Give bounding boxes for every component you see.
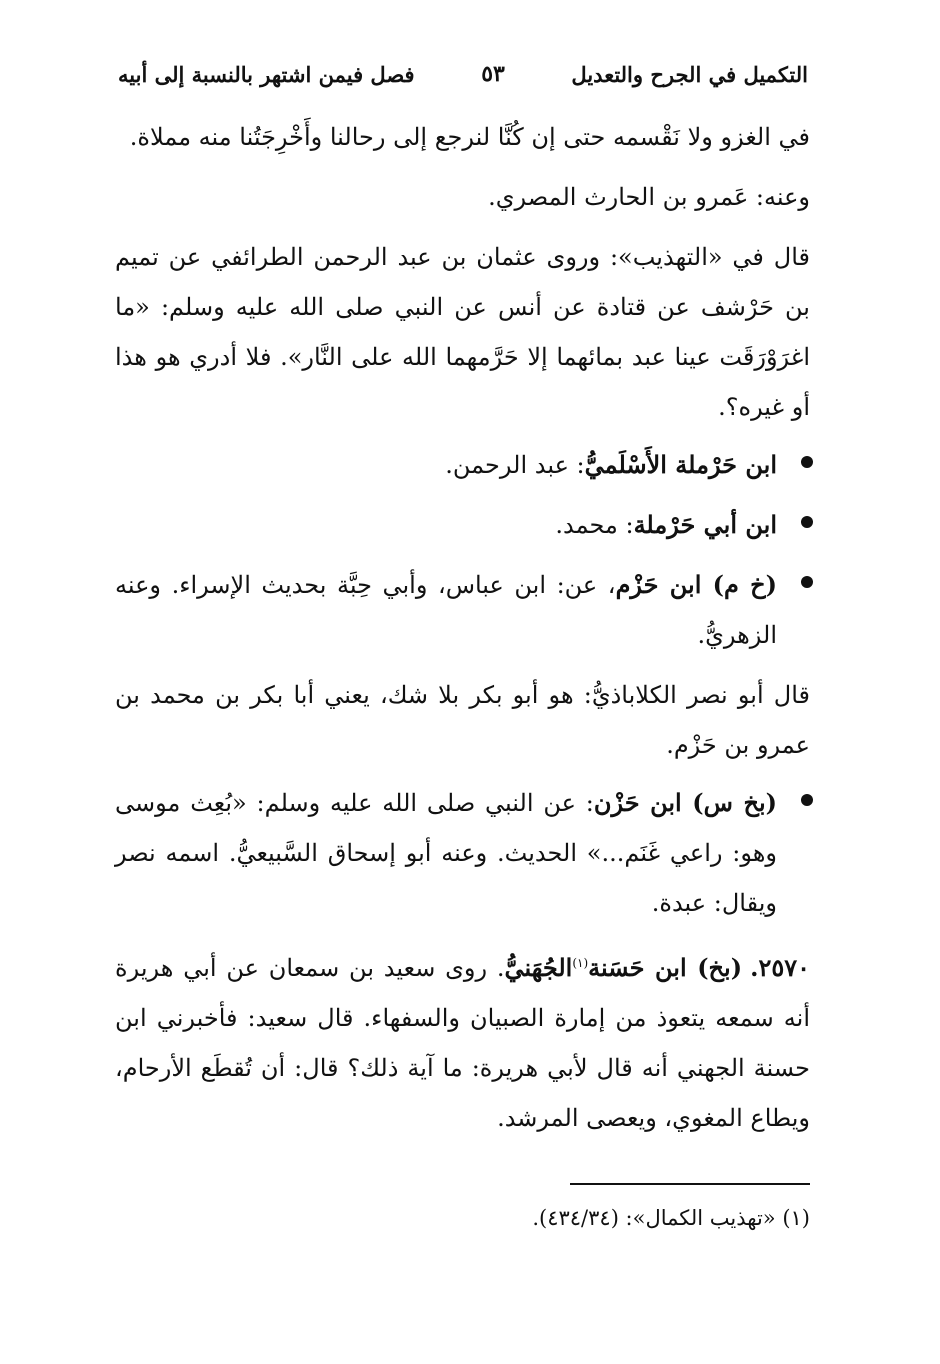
header-book-title: التكميل في الجرح والتعديل xyxy=(571,61,808,87)
entry-text: : عبد الرحمن. xyxy=(445,451,585,479)
entry-name: (بخ س) ابن حَزْن xyxy=(593,788,778,817)
footnote-divider xyxy=(570,1183,810,1185)
entry-text: ، عن: ابن عباس، وأبي حِبَّة بحديث الإسراء. وعنه الزهريُّ. xyxy=(115,571,777,649)
bullet-icon xyxy=(801,576,813,588)
page-number: ٥٣ xyxy=(481,61,505,87)
numbered-entry xyxy=(115,938,810,1143)
entry-nisba: الجُهَنيُّ xyxy=(504,953,573,982)
entry-name: (خ م) ابن حَزْم xyxy=(615,570,778,599)
paragraph-kalabadhi: قال أبو نصر الكلاباذيُّ: هو أبو بكر بلا شك، يعني أبا بكر بن محمد بن عمرو بن حَزْم. xyxy=(115,681,810,759)
entry-text: . روى سعيد بن سمعان عن أبي هريرة أنه سمعه يتعوذ من إمارة الصبيان والسفهاء. قال سعيد: فأخبرني ابن حسنة الجهني أنه قال لأبي هريرة: ما آية ذلك؟ قال: أن تُقطَع الأرحام، ويطاع المغوي، ويعصى المرشد. xyxy=(115,954,810,1132)
paragraph-continuation: في الغزو ولا نَقْسمه حتى إن كُنَّا لنرجع إلى رحالنا وأَخْرِجَتُنا منه مملاة. xyxy=(129,123,810,151)
bullet-icon xyxy=(801,456,813,468)
list-item xyxy=(115,440,810,490)
entry-text: : محمد. xyxy=(555,511,634,539)
footnote-marker: (١) xyxy=(572,956,589,970)
main-text xyxy=(115,112,810,1151)
entry-name: (بخ) ابن حَسَنة xyxy=(588,953,743,982)
paragraph-tahdhib: قال في «التهذيب»: وروى عثمان بن عبد الرحمن الطرائفي عن تميم بن حَرْشف عن قتادة عن أنس عن النبي صلى الله عليه وسلم: «ما اغرَوْرَقَت عينا عبد بمائهما إلا حَرَّمهما الله على النَّار». فلا أدري هو هذا أو غيره؟. xyxy=(115,243,810,421)
footnote: (١) «تهذيب الكمال»: (٤٣٤/٣٤). xyxy=(532,1206,810,1230)
entry-text: : عن النبي صلى الله عليه وسلم: «بُعِث موسى وهو: راعي غَنَم...» الحديث. وعنه أبو إسحاق السَّبيعيُّ. اسمه نصر ويقال: عبدة. xyxy=(115,789,778,917)
bullet-icon xyxy=(801,516,813,528)
list-item xyxy=(115,778,810,928)
entry-number: ٢٥٧٠. xyxy=(750,953,810,982)
entry-name: ابن أبي حَرْملة xyxy=(633,510,777,539)
paragraph-narrator: وعنه: عَمرو بن الحارث المصري. xyxy=(488,183,810,211)
running-header xyxy=(118,54,808,94)
entry-name: ابن حَرْملة الأَسْلَميُّ xyxy=(584,450,777,479)
header-section-title: فصل فيمن اشتهر بالنسبة إلى أبيه xyxy=(118,61,415,87)
bullet-icon xyxy=(801,794,813,806)
list-item xyxy=(115,500,810,550)
list-item xyxy=(115,560,810,660)
